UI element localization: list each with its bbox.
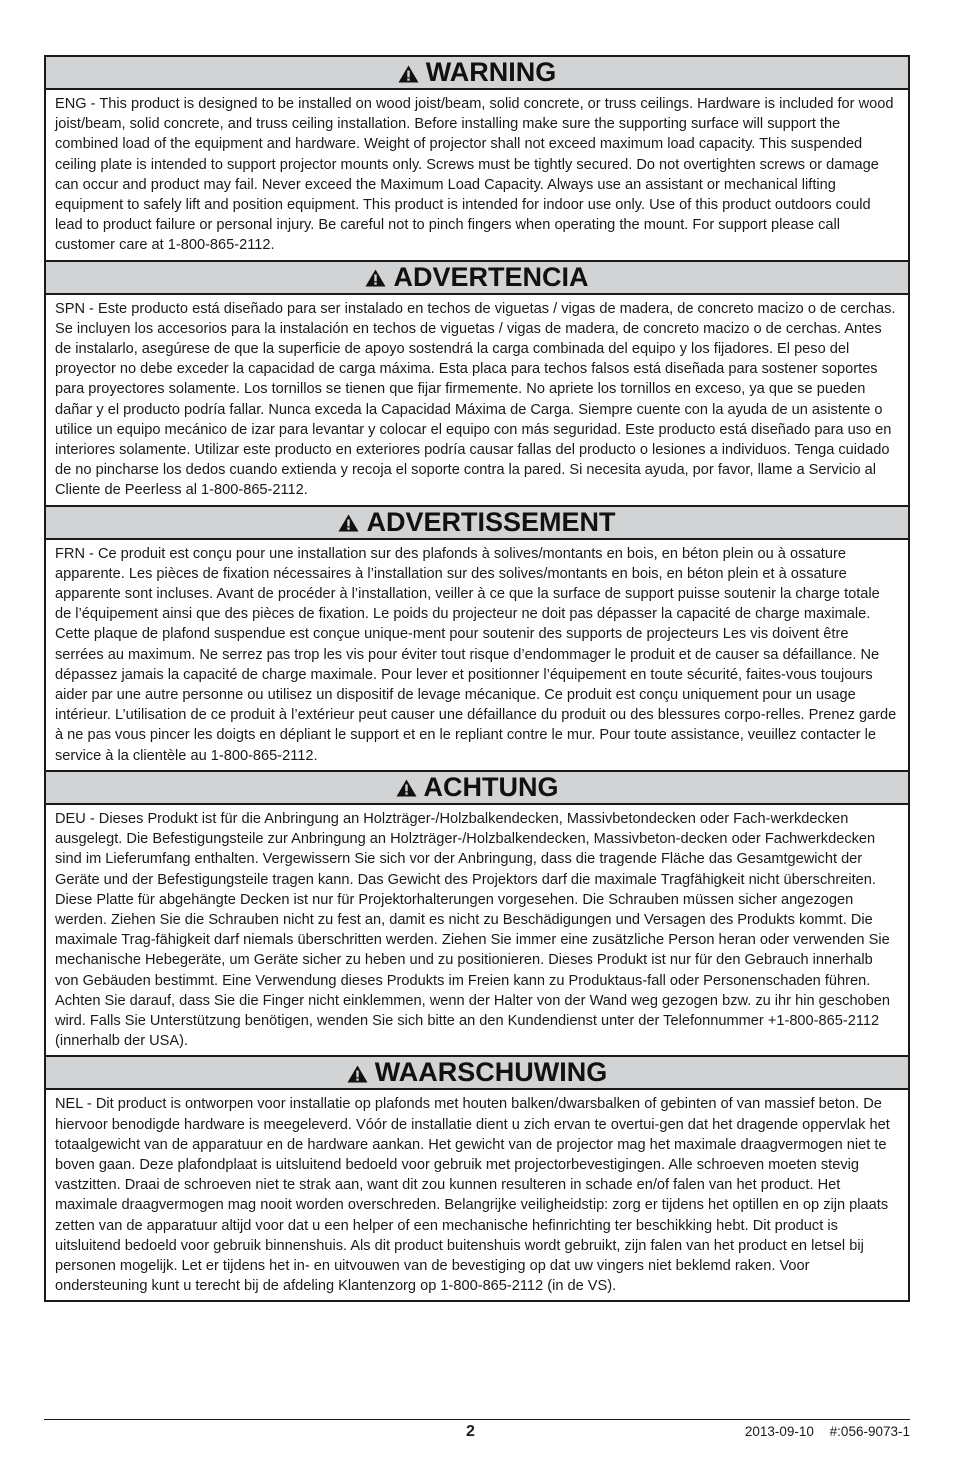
warning-triangle-icon xyxy=(347,1065,368,1083)
warning-triangle-icon xyxy=(338,514,359,532)
section-body-text: DEU - Dieses Produkt ist für die Anbringung an Holzträger-/Holzbalkendecken, Massivbetondecken oder Fach-werkdecken ausgelegt. Die Befestigungsteile zur Anbringung an Holzträger-/Holzbalkendecken, Massivbeton-decken oder Fachwerkdecken sind im Lieferumfang enthalten. Vergewissern Sie sich vor der Anbringung, dass die tragende Fläche das Gesamtgewicht der Geräte und der Befestigungsteile tragen kann. Das Gewicht des Projektors darf die maximale Tragfähigkeit nicht überschreiten. Diese Platte für abgehängte Decken ist nur für Projektorhalterungen vorgesehen. Die Schrauben müssen sicher angezogen werden. Ziehen Sie die Schrauben nicht zu fest an, damit es nicht zu Beschädigungen und Versagen des Produkts kommt. Die maximale Trag-fähigkeit darf niemals überschritten werden. Ziehen Sie immer eine zusätzliche Person heran oder verwenden Sie mechanische Hebegeräte, um Geräte sicher zu heben und zu positionieren. Dieses Produkt ist nur für den Gebrauch innerhalb von Gebäuden bestimmt. Eine Verwendung dieses Produkts im Freien kann zu Produktaus-fall oder Personenschaden führen. Achten Sie darauf, dass Sie die Finger nicht einklemmen, wenn der Halter von der Wand weg gezogen bzw. zu ihr hin geschoben wird. Falls Sie Unterstützung benötigen, wenden Sie sich bitte an den Kundendienst unter der Telefonnummer +1-800-865-2112 (innerhalb der USA). xyxy=(55,810,891,1050)
section-achtung-deu xyxy=(46,770,908,1055)
section-body xyxy=(46,1090,908,1300)
section-heading-text: ADVERTENCIA xyxy=(393,261,589,292)
section-body xyxy=(46,805,908,1055)
warning-frame xyxy=(44,55,910,1302)
section-body-text: ENG - This product is designed to be installed on wood joist/beam, solid concrete, or truss ceilings. Hardware is included for wood joist/beam, solid concrete, and truss ceiling installation. Before installing make sure the supporting surface will support the combined load of the equipment and hardware. Weight of projector shall not exceed maximum load capacity. This suspended ceiling plate is intended to support projector mounts only. Screws must be tightly secured. Do not overtighten screws or damage can occur and product may fail. Never exceed the Maximum Load Capacity. Always use an assistant or mechanical lifting equipment to safely lift and position equipment. This product is intended for indoor use only. Use of this product outdoors could lead to product failure or personal injury. Be careful not to pinch fingers when operating the mount. For support please call customer care at 1-800-865-2112. xyxy=(55,96,894,254)
section-heading-text: WARNING xyxy=(425,57,557,87)
section-heading-text: ADVERTISSEMENT xyxy=(366,506,616,537)
section-body xyxy=(46,295,908,505)
warning-triangle-icon xyxy=(398,65,419,83)
section-heading xyxy=(46,1057,908,1090)
document-date: 2013-09-10 xyxy=(744,1424,814,1439)
footer-rule xyxy=(44,1419,910,1420)
section-heading-text: WAARSCHUWING xyxy=(374,1057,608,1088)
section-body-text: FRN - Ce produit est conçu pour une installation sur des plafonds à solives/montants en bois, en béton plein ou à ossature apparente. Les pièces de fixation nécessaires à l’installation sur des solives/montants en bois, en béton plein et à ossature apparente sont incluses. Avant de procéder à l’installation, veiller à ce que la surface de support puisse soutenir la charge totale de l’équipement ainsi que des pièces de fixation. Le poids du projecteur ne doit pas dépasser la capacité de charge maximale. Cette plaque de plafond suspendue est conçue unique-ment pour soutenir des supports de projecteurs Les vis doivent être serrées au maximum. Ne serrez pas trop les vis pour éviter tout risque d’endommager le produit et de causer sa défaillance. Ne dépassez jamais la capacité de charge maximale. Pour lever et positionner l’équipement en toute sécurité, faites-vous toujours aider par une autre personne ou utilisez un dispositif de levage mécanique. Ce produit est conçu uniquement pour un usage intérieur. L’utilisation de ce produit à l’extérieur peut causer une défaillance du produit ou des blessures corpo-relles. Prenez garde à ne pas vous pincer les doigts en dépliant le support et en le repliant contre le mur. Pour toute assistance, veuillez contacter le service à la clientèle au 1-800-865-2112. xyxy=(55,545,897,764)
section-body-text: NEL - Dit product is ontworpen voor installatie op plafonds met houten balken/dwarsbalken of gebinten of van massief beton. De hiervoor benodigde hardware is meegeleverd. Vóór de installatie dient u zich ervan te overtui-gen dat het dragende oppervlak het totaalgewicht van de apparatuur en de hardware aankan. Het gewicht van de projector mag het maximale draagvermogen niet te boven gaan. Deze plafondplaat is uitsluitend bedoeld voor gebruik met projectorbevestigingen. Alle schroeven moeten stevig vastzitten. Draai de schroeven niet te strak aan, want dit zou kunnen resulteren in schade en/of falen van het product. Het maximale draagvermogen mag nooit worden overschreden. Belangrijke veiligheidstip: zorg er tijdens het optillen en op zijn plaats zetten van de apparatuur altijd voor dat u een helper of een mechanische hefinrichting ter beschikking hebt. Dit product is uitsluitend bedoeld voor gebruik binnenshuis. Als dit product buitenshuis wordt gebruikt, zijn falen van het product en letsel bij personen mogelijk. Let er tijdens het in- en uitvouwen van de bevestiging op dat uw vingers niet beklemd raken. Voor ondersteuning kunt u terecht bij de afdeling Klantenzorg op 1-800-865-2112 (in de VS). xyxy=(55,1096,890,1295)
section-body-text: SPN - Este producto está diseñado para ser instalado en techos de viguetas / vigas de madera, de concreto macizo o de cerchas. Se incluyen los accesorios para la instalación en techos de viguetas / vigas de madera, de concreto macizo o de cerchas. Antes de instalarlo, asegúrese de que la superficie de apoyo sostendrá la carga combinada del equipo y los fijadores. El peso del proyector no debe exceder la capacidad de carga máxima. Esta placa para techos falsos está diseñada para sostener soportes para proyectores solamente. Los tornillos se tienen que fijar firmemente. No apriete los tornillos en exceso, ya que se pueden dañar y el producto podría fallar. Nunca exceda la Capacidad Máxima de Carga. Siempre cuente con la ayuda de un asistente o utilice un equipo mecánico de izar para levantar y colocar el equipo con más seguridad. Este producto está diseñado para uso en interiores solamente. Utilizar este producto en exteriores podría causar fallas del producto o lesiones a individuos. Tenga cuidado de no pincharse los dedos cuando extienda y recoja el soporte contra la pared. Si necesita ayuda, por favor, llame a Servicio al Cliente de Peerless al 1-800-865-2112. xyxy=(55,300,896,499)
warning-triangle-icon xyxy=(396,779,417,797)
warning-triangle-icon xyxy=(365,269,386,287)
section-heading-text: ACHTUNG xyxy=(423,771,559,802)
section-heading xyxy=(46,772,908,805)
page-number: 2 xyxy=(466,1423,475,1440)
section-warning-eng xyxy=(46,57,908,260)
section-body xyxy=(46,90,908,260)
section-heading xyxy=(46,507,908,540)
section-heading xyxy=(46,57,908,90)
section-heading xyxy=(46,262,908,295)
document-info xyxy=(745,1423,910,1441)
section-advertissement-frn xyxy=(46,505,908,770)
section-waarschuwing-nel xyxy=(46,1055,908,1300)
section-body xyxy=(46,540,908,770)
section-advertencia-spn xyxy=(46,260,908,505)
document-number: #:056-9073-1 xyxy=(829,1424,910,1439)
